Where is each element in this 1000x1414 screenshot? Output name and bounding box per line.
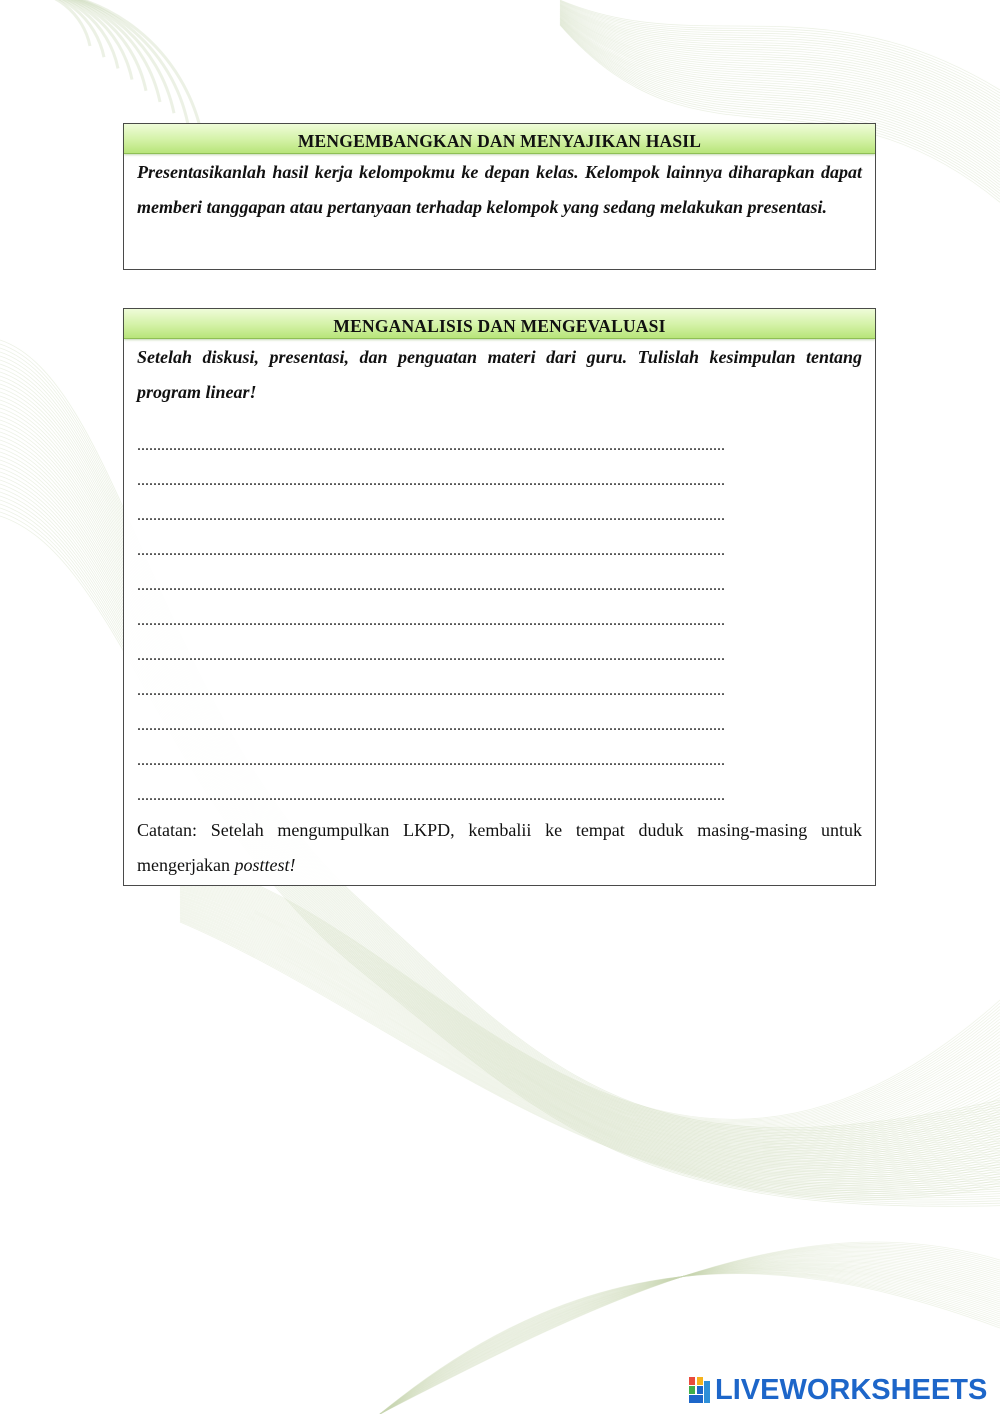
brand-name: LIVEWORKSHEETS <box>715 1373 988 1406</box>
wave-line <box>20 0 160 102</box>
wave-line <box>180 862 1000 1122</box>
conclusion-instruction: Setelah diskusi, presentasi, dan penguatan materi dari guru. Tulislah kesimpulan tentang program linear! <box>137 347 862 402</box>
answer-line[interactable]: ................................................................................................................................................... <box>137 717 725 734</box>
analyze-evaluate-panel <box>123 308 876 886</box>
posttest-word: posttest! <box>234 855 296 875</box>
answer-line[interactable]: ................................................................................................................................................... <box>137 787 725 804</box>
answer-line[interactable]: ................................................................................................................................................... <box>137 577 725 594</box>
answer-line[interactable]: ................................................................................................................................................... <box>137 437 725 454</box>
answer-area[interactable] <box>137 428 862 813</box>
section-title: MENGEMBANGKAN DAN MENYAJIKAN HASIL <box>124 124 875 154</box>
note-prefix: Catatan: Setelah mengumpulkan LKPD, kembalii ke tempat duduk masing-masing untuk mengerjakan <box>137 820 862 875</box>
answer-line[interactable]: ................................................................................................................................................... <box>137 647 725 664</box>
answer-line[interactable]: ................................................................................................................................................... <box>137 752 725 769</box>
wave-line <box>180 860 1000 1119</box>
wave-line <box>20 0 146 91</box>
liveworksheets-logo-icon <box>689 1377 711 1403</box>
note-text <box>137 813 862 883</box>
liveworksheets-brand[interactable] <box>689 1374 987 1406</box>
presentation-instruction: Presentasikanlah hasil kerja kelompokmu ke depan kelas. Kelompok lainnya diharapkan dapat memberi tanggapan atau pertanyaan terhadap kelompok yang sedang melakukan presentasi. <box>137 162 862 217</box>
wave-line <box>560 3 1000 102</box>
wave-line <box>180 884 1000 1146</box>
answer-line[interactable]: ................................................................................................................................................... <box>137 612 725 629</box>
answer-line[interactable]: ................................................................................................................................................... <box>137 682 725 699</box>
answer-line[interactable]: ................................................................................................................................................... <box>137 507 725 524</box>
wave-line <box>560 8 1000 125</box>
wave-line <box>20 0 132 80</box>
wave-line <box>560 3 1000 104</box>
answer-line[interactable]: ................................................................................................................................................... <box>137 472 725 489</box>
wave-line <box>560 8 1000 127</box>
answer-line[interactable]: ................................................................................................................................................... <box>137 542 725 559</box>
develop-present-results-panel <box>123 123 876 270</box>
section-title: MENGANALISIS DAN MENGEVALUASI <box>124 309 875 339</box>
